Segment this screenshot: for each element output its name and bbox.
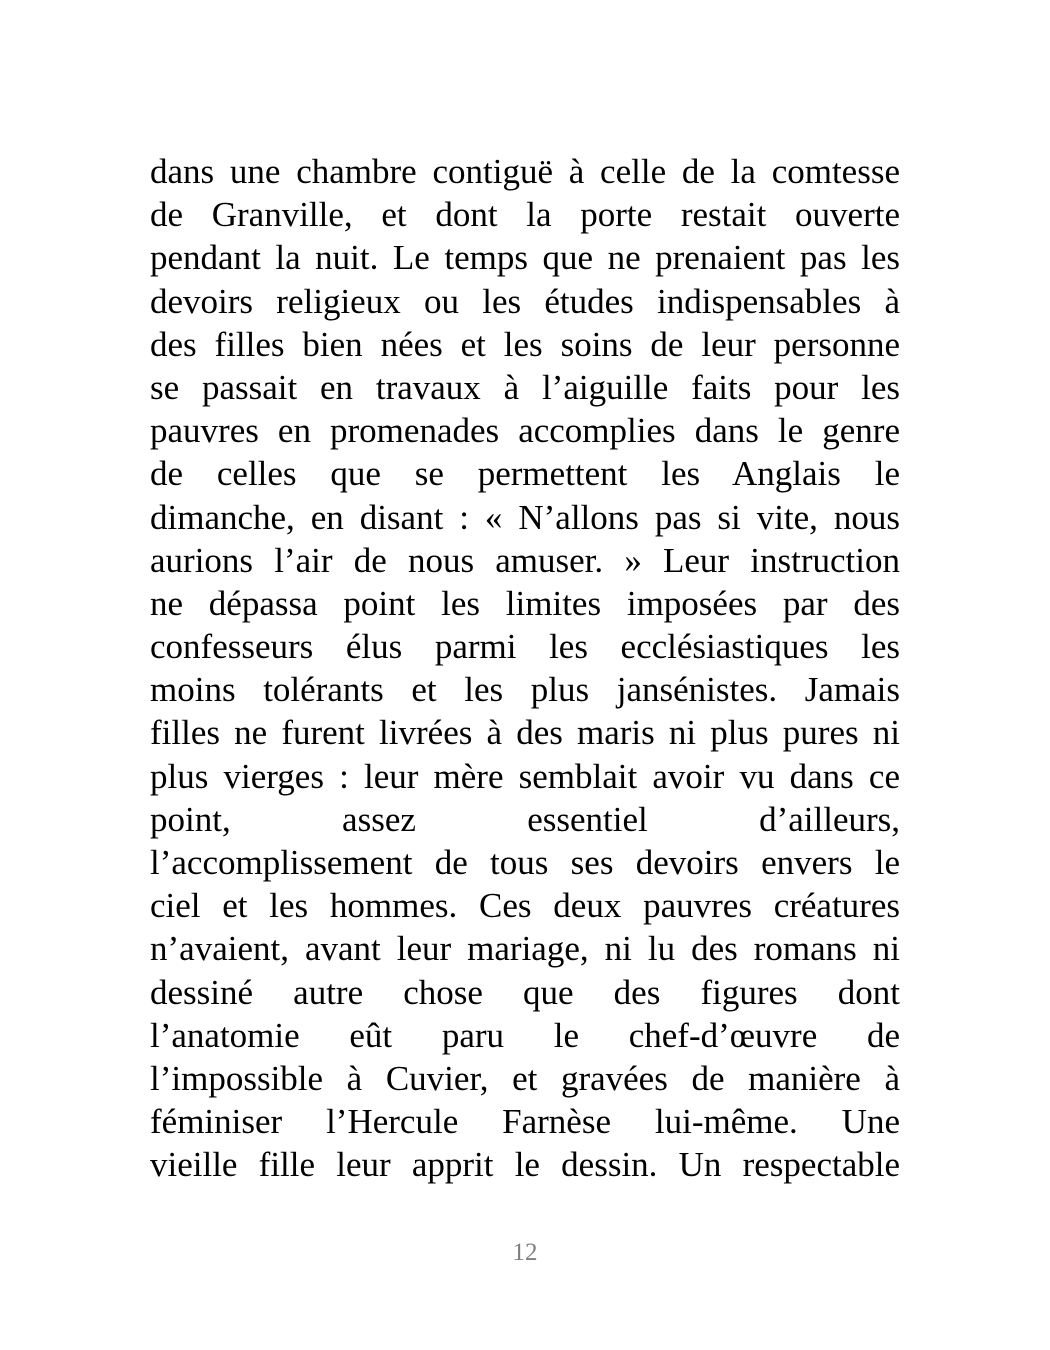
- text-line-4: devoirs religieux ou les études indispensables à: [150, 281, 900, 321]
- text-line-17: l’accomplissement de tous ses devoirs envers le: [150, 843, 900, 882]
- text-line-10: aurions l’air de nous amuser. » Leur instruction: [150, 540, 900, 580]
- body-text: [150, 150, 900, 1187]
- text-line-11: ne dépassa point les limites imposées par des: [150, 583, 900, 623]
- text-line-7: pauvres en promenades accomplies dans le genre: [150, 411, 900, 451]
- text-line-1: dans une chambre contiguë à celle de la comtesse: [150, 152, 900, 191]
- text-line-13: moins tolérants et les plus jansénistes. Jamais: [150, 670, 900, 710]
- text-line-8: de celles que se permettent les Anglais le: [150, 454, 900, 494]
- page-number: 12: [512, 1239, 538, 1266]
- text-line-3: pendant la nuit. Le temps que ne prenaient pas les: [150, 238, 900, 278]
- text-line-15: plus vierges : leur mère semblait avoir vu dans ce: [150, 756, 900, 796]
- text-line-5: des filles bien nées et les soins de leur personne: [150, 324, 900, 364]
- text-line-9: dimanche, en disant : « N’allons pas si vite, nous: [150, 497, 900, 537]
- text-line-23: féminiser l’Hercule Farnèse lui-même. Une: [150, 1102, 900, 1142]
- text-line-6: se passait en travaux à l’aiguille faits pour les: [150, 367, 900, 407]
- text-line-12: confesseurs élus parmi les ecclésiastiques les: [150, 627, 900, 667]
- text-line-22: l’impossible à Cuvier, et gravées de manière à: [150, 1058, 900, 1098]
- text-line-18: ciel et les hommes. Ces deux pauvres créatures: [150, 886, 900, 926]
- text-line-16: point, assez essentiel d’ailleurs,: [150, 799, 900, 839]
- text-line-24: vieille fille leur apprit le dessin. Un respectable: [150, 1145, 900, 1185]
- text-line-19: n’avaient, avant leur mariage, ni lu des romans ni: [150, 929, 900, 969]
- text-line-2: de Granville, et dont la porte restait ouverte: [150, 195, 900, 235]
- text-line-21: l’anatomie eût paru le chef-d’œuvre de: [150, 1015, 900, 1055]
- text-line-20: dessiné autre chose que des figures dont: [150, 972, 900, 1012]
- text-line-14: filles ne furent livrées à des maris ni plus pures ni: [150, 713, 900, 753]
